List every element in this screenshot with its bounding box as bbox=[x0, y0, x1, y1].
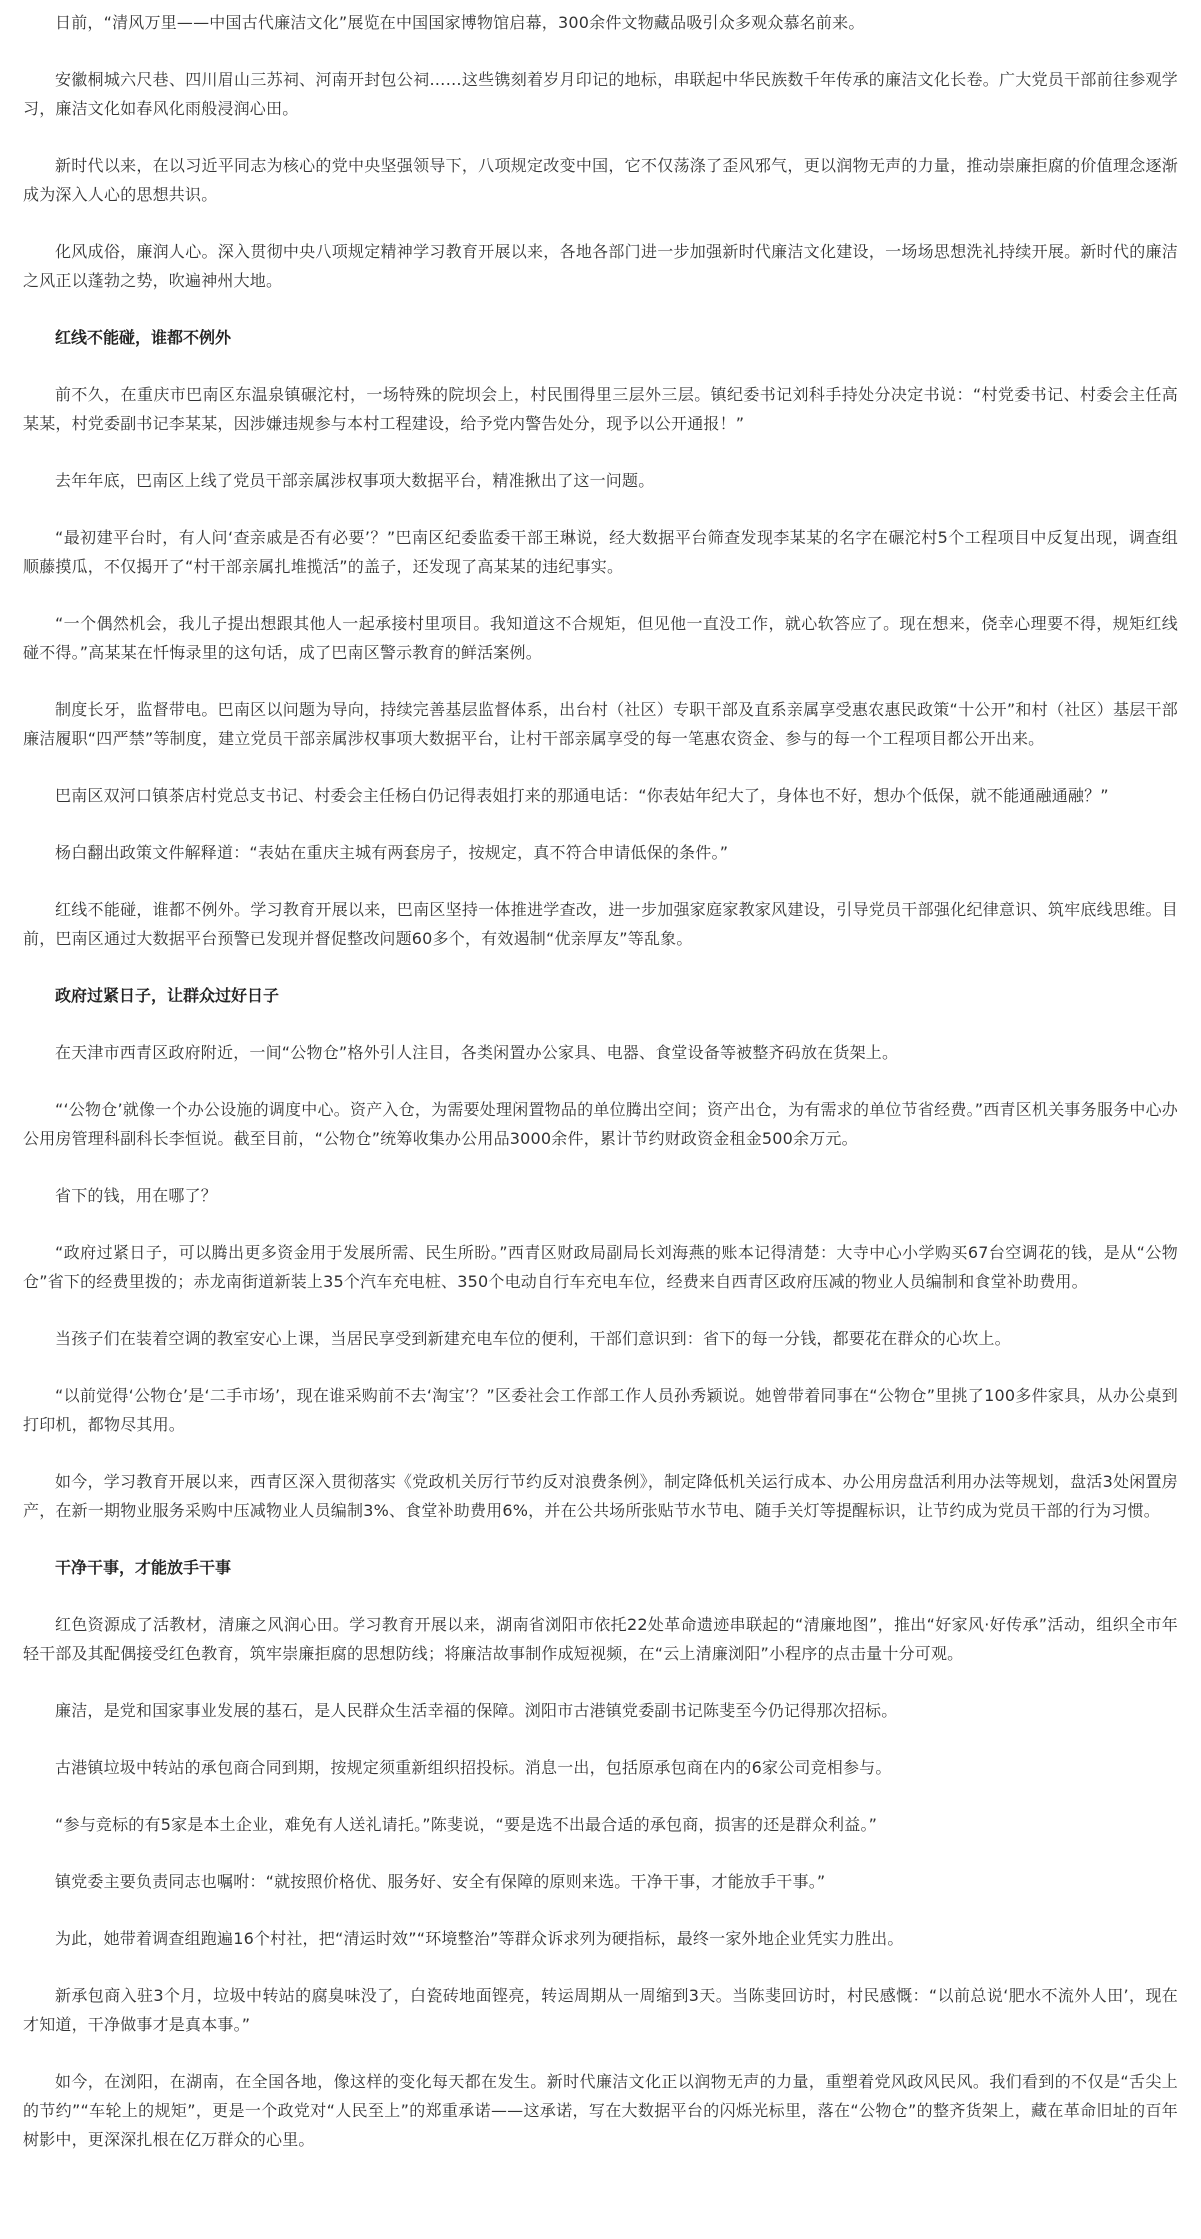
paragraph-instruction: 镇党委主要负责同志也嘱咐：“就按照价格优、服务好、安全有保障的原则来选。干净干事，才能放手干事。” bbox=[55, 1872, 826, 1891]
paragraph-second-hand: “以前觉得‘公物仓’是‘二手市场’，现在谁采购前不去‘淘宝’？”区委社会工作部工作人员孙秀颖说。她曾带着同事在“公物仓”里挑了100多件家具，从办公桌到打印机，都物尽其用。 bbox=[23, 1386, 1178, 1434]
paragraph-classroom: 当孩子们在装着空调的教室安心上课，当居民享受到新建充电车位的便利，干部们意识到：省下的每一分钱，都要花在群众的心坎上。 bbox=[55, 1329, 1011, 1348]
paragraph-new-era: 新时代以来，在以习近平同志为核心的党中央坚强领导下，八项规定改变中国，它不仅荡涤了歪风邪气，更以润物无声的力量，推动崇廉拒腐的价值理念逐渐成为深入人心的思想共识。 bbox=[23, 156, 1178, 204]
paragraph-finance-bureau: “政府过紧日子，可以腾出更多资金用于发展所需、民生所盼。”西青区财政局副局长刘海燕的账本记得清楚：大寺中心小学购买67台空调花的钱，是从“公物仓”省下的经费里拨的；赤龙南街道新装上35个汽车充电桩、350个电动自行车充电车位，经费来自西青区政府压减的物业人员编制和食堂补助费用。 bbox=[23, 1243, 1178, 1291]
paragraph-red-resources: 红色资源成了活教材，清廉之风润心田。学习教育开展以来，湖南省浏阳市依托22处革命遗迹串联起的“清廉地图”，推出“好家风·好传承”活动，组织全市年轻干部及其配偶接受红色教育，筑牢崇廉拒腐的思想防线；将廉洁故事制作成短视频，在“云上清廉浏阳”小程序的点击量十分可观。 bbox=[23, 1615, 1178, 1663]
paragraph-data-platform: 去年年底，巴南区上线了党员干部亲属涉权事项大数据平台，精准揪出了这一问题。 bbox=[55, 471, 655, 490]
section-heading-frugal-government: 政府过紧日子，让群众过好日子 bbox=[55, 986, 280, 1005]
section-heading-red-line: 红线不能碰，谁都不例外 bbox=[55, 328, 232, 347]
paragraph-new-contractor: 新承包商入驻3个月，垃圾中转站的腐臭味没了，白瓷砖地面铿亮，转运周期从一周缩到3天。当陈斐回访时，村民感慨：“以前总说‘肥水不流外人田’，现在才知道，干净做事才是真本事。” bbox=[23, 1986, 1178, 2034]
paragraph-phone-call: 巴南区双河口镇茶店村党总支书记、村委会主任杨白仍记得表姐打来的那通电话：“你表姑年纪大了，身体也不好，想办个低保，就不能通融通融？” bbox=[55, 786, 1109, 805]
paragraph-explanation: 杨白翻出政策文件解释道：“表姑在重庆主城有两套房子，按规定，真不符合申请低保的条件。” bbox=[55, 843, 729, 862]
paragraph-tender: 古港镇垃圾中转站的承包商合同到期，按规定须重新组织招投标。消息一出，包括原承包商在内的6家公司竞相参与。 bbox=[55, 1758, 892, 1777]
section-heading-clean-work: 干净干事，才能放手干事 bbox=[55, 1558, 232, 1577]
paragraph-bidders: “参与竞标的有5家是本土企业，难免有人送礼请托。”陈斐说，“要是选不出最合适的承包商，损害的还是群众利益。” bbox=[55, 1815, 878, 1834]
paragraph-investigation: 为此，她带着调查组跑遍16个村社，把“清运时效”“环境整治”等群众诉求列为硬指标，最终一家外地企业凭实力胜出。 bbox=[55, 1929, 904, 1948]
paragraph-confession: “一个偶然机会，我儿子提出想跟其他人一起承接村里项目。我知道这不合规矩，但见他一直没工作，就心软答应了。现在想来，侥幸心理要不得，规矩红线碰不得。”高某某在忏悔录里的这句话，成了巴南区警示教育的鲜活案例。 bbox=[23, 614, 1178, 662]
paragraph-culture: 化风成俗，廉润人心。深入贯彻中央八项规定精神学习教育开展以来，各地各部门进一步加强新时代廉洁文化建设，一场场思想洗礼持续开展。新时代的廉洁之风正以蓬勃之势，吹遍神州大地。 bbox=[23, 242, 1178, 290]
paragraph-exhibition: 日前，“清风万里——中国古代廉洁文化”展览在中国国家博物馆启幕，300余件文物藏品吸引众多观众慕名前来。 bbox=[55, 13, 865, 32]
paragraph-red-line-summary: 红线不能碰，谁都不例外。学习教育开展以来，巴南区坚持一体推进学查改，进一步加强家庭家教家风建设，引导党员干部强化纪律意识、筑牢底线思维。目前，巴南区通过大数据平台预警已发现并督促整改问题60多个，有效遏制“优亲厚友”等乱象。 bbox=[23, 900, 1178, 948]
paragraph-system: 制度长牙，监督带电。巴南区以问题为导向，持续完善基层监督体系，出台村（社区）专职干部及直系亲属享受惠农惠民政策“十公开”和村（社区）基层干部廉洁履职“四严禁”等制度，建立党员干部亲属涉权事项大数据平台，让村干部亲属享受的每一笔惠农资金、参与的每一个工程项目都公开出来。 bbox=[23, 700, 1178, 748]
paragraph-platform-origin: “最初建平台时，有人问‘查亲戚是否有必要’？”巴南区纪委监委干部王琳说，经大数据平台筛查发现李某某的名字在碾沱村5个工程项目中反复出现，调查组顺藤摸瓜，不仅揭开了“村干部亲属扎堆揽活”的盖子，还发现了高某某的违纪事实。 bbox=[23, 528, 1178, 576]
paragraph-landmarks: 安徽桐城六尺巷、四川眉山三苏祠、河南开封包公祠……这些镌刻着岁月印记的地标，串联起中华民族数千年传承的廉洁文化长卷。广大党员干部前往参观学习，廉洁文化如春风化雨般浸润心田。 bbox=[23, 70, 1178, 118]
paragraph-question: 省下的钱，用在哪了？ bbox=[55, 1186, 218, 1205]
paragraph-integrity: 廉洁，是党和国家事业发展的基石，是人民群众生活幸福的保障。浏阳市古港镇党委副书记陈斐至今仍记得那次招标。 bbox=[55, 1701, 898, 1720]
paragraph-xiqing-now: 如今，学习教育开展以来，西青区深入贯彻落实《党政机关厉行节约反对浪费条例》，制定降低机关运行成本、办公用房盘活利用办法等规划，盘活3处闲置房产，在新一期物业服务采购中压减物业人员编制3%、食堂补助费用6%，并在公共场所张贴节水节电、随手关灯等提醒标识，让节约成为党员干部的行为习惯。 bbox=[23, 1472, 1178, 1520]
paragraph-warehouse-quote: “‘公物仓’就像一个办公设施的调度中心。资产入仓，为需要处理闲置物品的单位腾出空间；资产出仓，为有需求的单位节省经费。”西青区机关事务服务中心办公用房管理科副科长李恒说。截至目前，“公物仓”统筹收集办公用品3000余件，累计节约财政资金租金500余万元。 bbox=[23, 1100, 1178, 1148]
paragraph-public-warehouse: 在天津市西青区政府附近，一间“公物仓”格外引人注目，各类闲置办公家具、电器、食堂设备等被整齐码放在货架上。 bbox=[55, 1043, 899, 1062]
paragraph-village-meeting: 前不久，在重庆市巴南区东温泉镇碾沱村，一场特殊的院坝会上，村民围得里三层外三层。镇纪委书记刘科手持处分决定书说：“村党委书记、村委会主任高某某，村党委副书记李某某，因涉嫌违规参与本村工程建设，给予党内警告处分，现予以公开通报！” bbox=[23, 385, 1178, 433]
paragraph-conclusion: 如今，在浏阳，在湖南，在全国各地，像这样的变化每天都在发生。新时代廉洁文化正以润物无声的力量，重塑着党风政风民风。我们看到的不仅是“舌尖上的节约”“车轮上的规矩”，更是一个政党对“人民至上”的郑重承诺——这承诺，写在大数据平台的闪烁光标里，落在“公物仓”的整齐货架上，藏在革命旧址的百年树影中，更深深扎根在亿万群众的心里。 bbox=[23, 2072, 1178, 2149]
